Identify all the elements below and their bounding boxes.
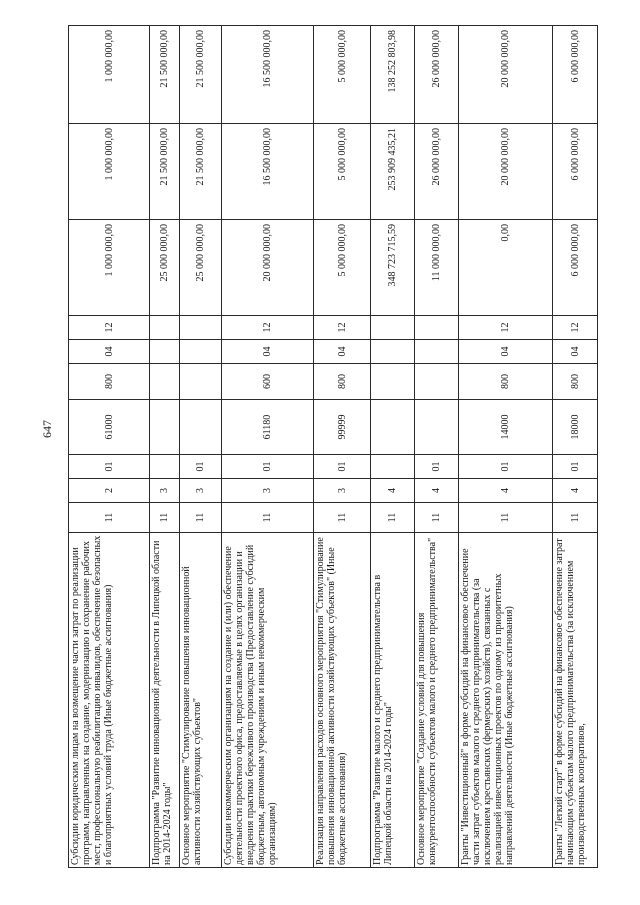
amount-year-3: 6 000 000,00	[553, 26, 598, 124]
amount-year-2: 21 500 000,00	[180, 124, 222, 220]
amount-year-3: 5 000 000,00	[314, 26, 371, 124]
code-subprogram: 3	[150, 479, 180, 503]
code-event: 01	[415, 455, 459, 479]
code-subprogram: 3	[314, 479, 371, 503]
code-event: 01	[553, 455, 598, 479]
amount-year-3: 21 500 000,00	[150, 26, 180, 124]
row-description: Основное мероприятие "Создание условий для повышения конкурентоспособности субъектов малого и среднего предпринимательства"	[415, 533, 459, 868]
code-direction: 99999	[314, 400, 371, 455]
code-subprogram: 4	[371, 479, 415, 503]
code-event: 01	[314, 455, 371, 479]
row-description: Субсидии юридическим лицам на возмещение части затрат по реализации программ, направленных на создание, модернизацию и сохранение рабочих мест, профессиональную реабилитацию инвалидов, обеспечение безопасных и благоприятных условий труда (Иные бюджетные ассигнования)	[69, 533, 150, 868]
row-description: Подпрограмма "Развитие малого и среднего предпринимательства в Липецкой области на 2014-2024 годы"	[371, 533, 415, 868]
code-direction	[371, 400, 415, 455]
code-program: 11	[69, 503, 150, 533]
code-program: 11	[314, 503, 371, 533]
code-direction	[150, 400, 180, 455]
amount-year-2: 21 500 000,00	[150, 124, 180, 220]
amount-year-1: 25 000 000,00	[150, 220, 180, 316]
table-row	[180, 26, 222, 868]
rotated-page-content	[68, 26, 590, 868]
code-subsection: 12	[553, 316, 598, 340]
amount-year-3: 20 000 000,00	[459, 26, 553, 124]
code-section: 04	[459, 340, 553, 364]
amount-year-3: 138 252 803,98	[371, 26, 415, 124]
code-section: 04	[222, 340, 314, 364]
code-section: 04	[553, 340, 598, 364]
amount-year-2: 6 000 000,00	[553, 124, 598, 220]
row-description: Подпрограмма "Развитие инновационной деятельности в Липецкой области на 2014-2024 годы"	[150, 533, 180, 868]
amount-year-1: 1 000 000,00	[69, 220, 150, 316]
code-expense-type: 800	[314, 364, 371, 400]
code-direction	[415, 400, 459, 455]
code-expense-type	[180, 364, 222, 400]
amount-year-1: 20 000 000,00	[222, 220, 314, 316]
code-expense-type	[415, 364, 459, 400]
code-section	[415, 340, 459, 364]
code-expense-type: 800	[69, 364, 150, 400]
code-subprogram: 3	[222, 479, 314, 503]
code-program: 11	[371, 503, 415, 533]
row-description: Гранты "Легкий старт" в форме субсидий на финансовое обеспечение затрат начинающим субъектам малого предпринимательства (за исключением производственных кооперативов,	[553, 533, 598, 868]
amount-year-1: 348 723 715,59	[371, 220, 415, 316]
amount-year-2: 16 500 000,00	[222, 124, 314, 220]
amount-year-1: 11 000 000,00	[415, 220, 459, 316]
table-row	[371, 26, 415, 868]
code-expense-type: 800	[459, 364, 553, 400]
amount-year-1: 0,00	[459, 220, 553, 316]
table-row	[69, 26, 150, 868]
code-program: 11	[222, 503, 314, 533]
code-event: 01	[222, 455, 314, 479]
amount-year-1: 6 000 000,00	[553, 220, 598, 316]
amount-year-3: 16 500 000,00	[222, 26, 314, 124]
amount-year-3: 26 000 000,00	[415, 26, 459, 124]
code-direction: 18000	[553, 400, 598, 455]
code-section	[150, 340, 180, 364]
amount-year-3: 21 500 000,00	[180, 26, 222, 124]
amount-year-2: 5 000 000,00	[314, 124, 371, 220]
table-row	[314, 26, 371, 868]
code-event	[150, 455, 180, 479]
code-event: 01	[69, 455, 150, 479]
code-subprogram: 4	[459, 479, 553, 503]
table-row	[150, 26, 180, 868]
code-subsection	[371, 316, 415, 340]
amount-year-2: 1 000 000,00	[69, 124, 150, 220]
code-program: 11	[459, 503, 553, 533]
code-subsection: 12	[459, 316, 553, 340]
code-expense-type	[371, 364, 415, 400]
row-description: Субсидии некоммерческим организациям на создание и (или) обеспечение деятельности проектного офиса, предоставляемые в целях организации и внедрения практики бережливого производства (Предоставление субсидий бюджетным, автономным учреждениям и иным некоммерческим организациям)	[222, 533, 314, 868]
table-row	[553, 26, 598, 868]
code-subsection	[180, 316, 222, 340]
code-direction: 61180	[222, 400, 314, 455]
code-section	[371, 340, 415, 364]
code-section: 04	[69, 340, 150, 364]
amount-year-1: 5 000 000,00	[314, 220, 371, 316]
row-description: Основное мероприятие "Стимулирование повышения инновационной активности хозяйствующих субъектов"	[180, 533, 222, 868]
code-event	[371, 455, 415, 479]
table-row	[459, 26, 553, 868]
amount-year-2: 20 000 000,00	[459, 124, 553, 220]
code-program: 11	[553, 503, 598, 533]
code-expense-type: 800	[553, 364, 598, 400]
code-subsection	[415, 316, 459, 340]
page-number: 647	[40, 420, 54, 438]
code-subprogram: 4	[415, 479, 459, 503]
code-subprogram: 2	[69, 479, 150, 503]
code-subprogram: 4	[553, 479, 598, 503]
code-event: 01	[180, 455, 222, 479]
code-program: 11	[150, 503, 180, 533]
table-row	[222, 26, 314, 868]
code-direction: 61000	[69, 400, 150, 455]
code-event: 01	[459, 455, 553, 479]
amount-year-2: 253 909 435,21	[371, 124, 415, 220]
amount-year-2: 26 000 000,00	[415, 124, 459, 220]
code-section	[180, 340, 222, 364]
amount-year-1: 25 000 000,00	[180, 220, 222, 316]
row-description: Гранты "Инвестиционный" в форме субсидий на финансовое обеспечение части затрат субъектов малого и среднего предпринимательства (за исключением крестьянских (фермерских) хозяйств), связанных с реализацией инвестиционных проектов по одному из приоритетных направлений деятельности (Иные бюджетные ассигнования)	[459, 533, 553, 868]
code-subsection: 12	[222, 316, 314, 340]
budget-table	[68, 25, 598, 868]
code-subsection	[150, 316, 180, 340]
code-subsection: 12	[314, 316, 371, 340]
amount-year-3: 1 000 000,00	[69, 26, 150, 124]
code-subsection: 12	[69, 316, 150, 340]
code-direction	[180, 400, 222, 455]
code-section: 04	[314, 340, 371, 364]
code-expense-type: 600	[222, 364, 314, 400]
row-description: Реализация направления расходов основного мероприятия "Стимулирование повышения инновационной активности хозяйствующих субъектов" (Иные бюджетные ассигнования)	[314, 533, 371, 868]
code-program: 11	[415, 503, 459, 533]
code-program: 11	[180, 503, 222, 533]
code-subprogram: 3	[180, 479, 222, 503]
code-direction: 14000	[459, 400, 553, 455]
code-expense-type	[150, 364, 180, 400]
table-row	[415, 26, 459, 868]
